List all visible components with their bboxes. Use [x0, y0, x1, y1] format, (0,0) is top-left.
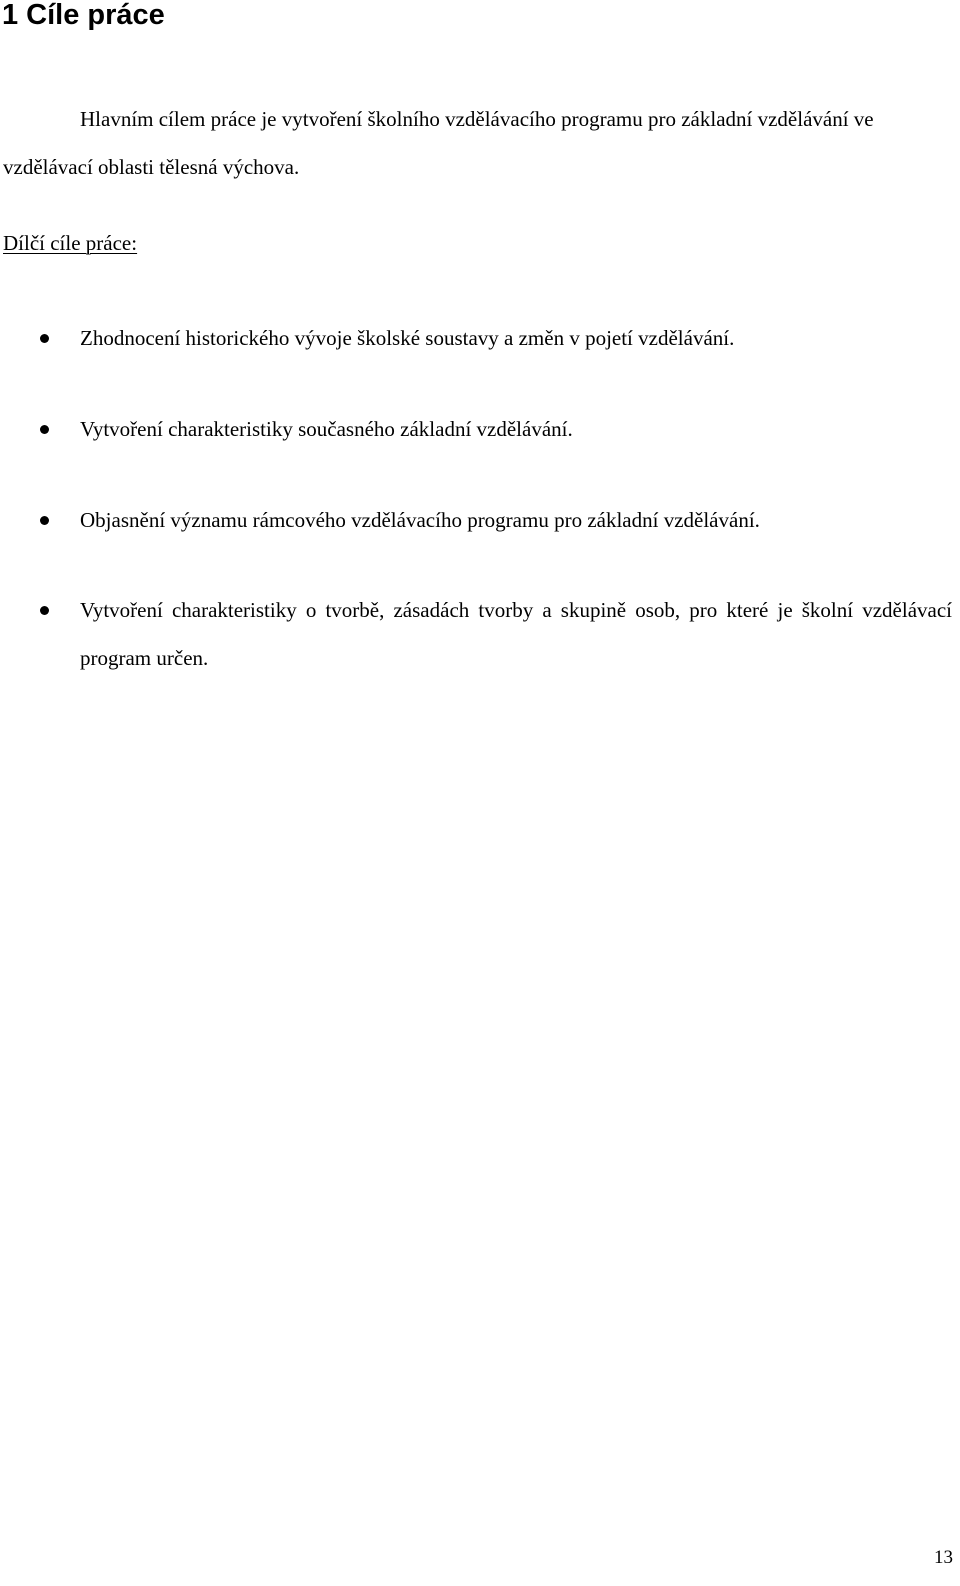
list-item-text: Vytvoření charakteristiky o tvorbě, zásadách tvorby a skupině osob, pro které je školní vzdělávací program určen. [80, 598, 952, 670]
page-number: 13 [934, 1547, 953, 1568]
bullet-icon [40, 425, 49, 434]
bullet-icon [40, 606, 49, 615]
list-item-text: Vytvoření charakteristiky současného základní vzdělávání. [80, 417, 573, 441]
list-item-text: Objasnění významu rámcového vzdělávacího programu pro základní vzdělávání. [80, 508, 760, 532]
chapter-heading: 1 Cíle práce [2, 0, 165, 31]
intro-paragraph: Hlavním cílem práce je vytvoření školního vzdělávacího programu pro základní vzdělávání ve vzdělávací oblasti tělesná výchova. [3, 107, 874, 179]
list-item-text: Zhodnocení historického vývoje školské soustavy a změn v pojetí vzdělávání. [80, 326, 735, 350]
bullet-icon [40, 516, 49, 525]
partial-goals-subheading: Dílčí cíle práce: [3, 231, 138, 255]
bullet-icon [40, 334, 49, 343]
